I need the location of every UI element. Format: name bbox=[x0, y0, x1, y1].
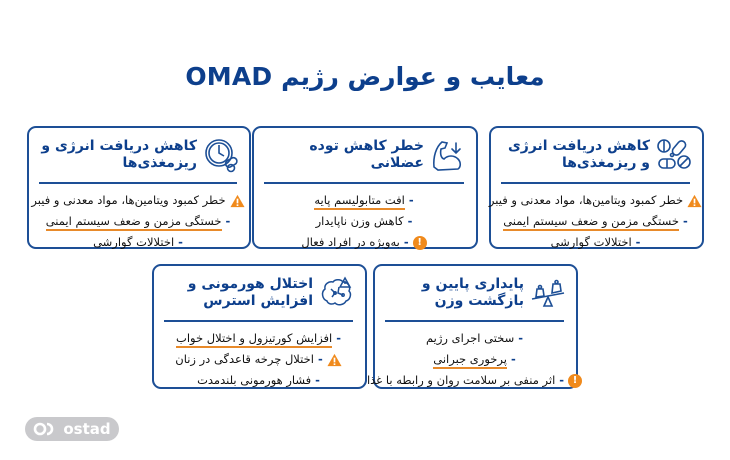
list-item bbox=[162, 370, 355, 391]
dash-bullet: - bbox=[518, 331, 524, 345]
card-4 bbox=[366, 264, 578, 389]
item-text: خطر کمبود ویتامین‌ها، مواد معدنی و فیبر bbox=[488, 193, 684, 207]
card-header bbox=[262, 134, 466, 176]
item-text: اثر منفی بر سلامت روان و رابطه با غذا bbox=[366, 373, 556, 387]
card-items bbox=[31, 190, 239, 253]
dash-bullet: - bbox=[317, 352, 323, 366]
dash-bullet: - bbox=[559, 373, 565, 387]
item-text: فشار هورمونی بلندمدت bbox=[197, 373, 312, 387]
dash-bullet: - bbox=[683, 214, 688, 228]
list-item bbox=[383, 349, 566, 370]
card-title: کاهش دریافت انرژی و ریزمغذی‌ها bbox=[41, 138, 197, 171]
card-title: کاهش دریافت انرژی و ریزمغذی‌ها bbox=[507, 138, 650, 171]
warning-icon bbox=[687, 194, 702, 208]
card-header bbox=[499, 134, 692, 176]
alert-icon: ! bbox=[413, 236, 427, 250]
list-item bbox=[499, 232, 692, 253]
card-header bbox=[37, 134, 239, 176]
list-item bbox=[383, 328, 566, 349]
list-item bbox=[262, 190, 466, 211]
item-text: خستگی مزمن و ضعف سیستم ایمنی bbox=[46, 213, 222, 231]
list-item bbox=[366, 370, 578, 391]
card-header bbox=[162, 272, 355, 314]
item-text: اختلالات گوارشی bbox=[93, 235, 175, 249]
ostad-logo bbox=[25, 417, 119, 441]
item-text: اختلال چرخه قاعدگی در زنان bbox=[175, 352, 314, 366]
list-item bbox=[262, 211, 466, 232]
divider bbox=[264, 182, 464, 184]
card-title: پایداری پایین و بازگشت وزن bbox=[421, 276, 524, 309]
pills-icon bbox=[656, 137, 692, 173]
item-text: کاهش وزن ناپایدار bbox=[315, 214, 404, 228]
warning-icon bbox=[230, 194, 245, 208]
list-item bbox=[499, 211, 692, 232]
alert-icon: ! bbox=[568, 374, 582, 388]
divider bbox=[164, 320, 353, 322]
clock-pills-icon bbox=[203, 137, 239, 173]
item-text: سختی اجرای رژیم bbox=[426, 331, 515, 345]
divider bbox=[501, 182, 690, 184]
dash-bullet: - bbox=[408, 193, 414, 207]
card-header bbox=[383, 272, 566, 314]
seesaw-weights-icon bbox=[530, 275, 566, 311]
dash-bullet: - bbox=[635, 235, 641, 249]
dash-bullet: - bbox=[510, 352, 516, 366]
ostad-logo-text: ostad bbox=[63, 420, 111, 438]
dash-bullet: - bbox=[403, 235, 409, 249]
brain-alert-icon bbox=[319, 275, 355, 311]
item-text: به‌ویژه در افراد فعال bbox=[301, 235, 400, 249]
list-item bbox=[162, 349, 355, 370]
list-item bbox=[31, 190, 239, 211]
item-text: افت متابولیسم پایه bbox=[314, 192, 405, 210]
muscle-down-icon bbox=[430, 137, 466, 173]
card-items bbox=[262, 190, 466, 253]
card-title: اختلال هورمونی و افزایش استرس bbox=[187, 276, 313, 309]
dash-bullet: - bbox=[407, 214, 413, 228]
card-2 bbox=[252, 126, 478, 249]
dash-bullet: - bbox=[178, 235, 183, 249]
card-1 bbox=[489, 126, 704, 249]
ostad-logo-icon bbox=[33, 422, 59, 436]
divider bbox=[385, 320, 564, 322]
list-item bbox=[37, 232, 239, 253]
dash-bullet: - bbox=[336, 331, 342, 345]
item-text: خستگی مزمن و ضعف سیستم ایمنی bbox=[503, 213, 679, 231]
card-items bbox=[488, 190, 692, 253]
list-item bbox=[488, 190, 692, 211]
item-text: خطر کمبود ویتامین‌ها، مواد معدنی و فیبر bbox=[31, 193, 226, 207]
page-title: معایب و عوارض رژیم OMAD bbox=[185, 62, 545, 91]
dash-bullet: - bbox=[225, 214, 231, 228]
list-item bbox=[162, 328, 355, 349]
card-items bbox=[366, 328, 578, 391]
item-text: اختلالات گوارشی bbox=[550, 235, 632, 249]
card-5 bbox=[152, 264, 367, 389]
item-text: پرخوری جبرانی bbox=[433, 351, 507, 369]
list-item bbox=[262, 232, 466, 253]
dash-bullet: - bbox=[315, 373, 320, 387]
divider bbox=[39, 182, 237, 184]
warning-icon bbox=[327, 353, 342, 367]
card-title: خطر کاهش توده عضلانی bbox=[309, 138, 424, 171]
item-text: افزایش کورتیزول و اختلال خواب bbox=[176, 330, 332, 348]
card-items bbox=[162, 328, 355, 391]
card-3 bbox=[27, 126, 251, 249]
list-item bbox=[37, 211, 239, 232]
